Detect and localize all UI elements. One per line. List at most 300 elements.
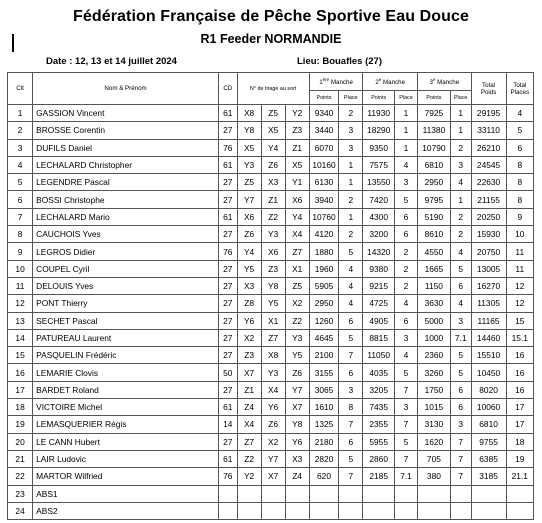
draw-1-cell: Y3	[237, 156, 261, 173]
col-manche-3	[418, 73, 472, 91]
draw-2-cell: Y3	[261, 226, 285, 243]
draw-3-cell: Y2	[285, 105, 309, 122]
name-cell: LECHALARD Christopher	[33, 156, 219, 173]
total-places-cell: 9	[506, 208, 533, 225]
draw-1-cell: Y6	[237, 312, 261, 329]
table-row	[8, 191, 534, 208]
m1-place-cell: 2	[339, 191, 363, 208]
m3-place-cell: 6	[450, 399, 471, 416]
m2-points-cell: 5955	[363, 433, 395, 450]
total-poids-cell	[471, 502, 506, 519]
m2-points-cell: 7420	[363, 191, 395, 208]
m1-place-header: Place	[339, 91, 363, 105]
header-row-1	[8, 73, 534, 91]
m3-place-cell: 2	[450, 208, 471, 225]
table-row	[8, 485, 534, 502]
m3-points-cell	[418, 502, 451, 519]
m3-place-cell	[450, 485, 471, 502]
m1-place-cell	[339, 485, 363, 502]
m2-points-cell	[363, 502, 395, 519]
m1-points-cell: 1610	[309, 399, 339, 416]
m1-points-cell: 4120	[309, 226, 339, 243]
draw-2-cell: Z1	[261, 191, 285, 208]
table-row	[8, 156, 534, 173]
m1-place-cell: 5	[339, 329, 363, 346]
draw-1-cell: X2	[237, 329, 261, 346]
m2-place-cell: 3	[395, 174, 418, 191]
m2-points-cell: 2355	[363, 416, 395, 433]
total-places-cell: 8	[506, 156, 533, 173]
m2-place-cell: 7	[395, 450, 418, 467]
m3-place-cell: 7	[450, 450, 471, 467]
table-row	[8, 381, 534, 398]
draw-2-cell: X3	[261, 174, 285, 191]
total-places-cell: 16	[506, 364, 533, 381]
table-row	[8, 208, 534, 225]
m3-points-cell: 9795	[418, 191, 451, 208]
m2-points-cell: 3205	[363, 381, 395, 398]
draw-3-cell: Z5	[285, 277, 309, 294]
m2-points-cell: 4300	[363, 208, 395, 225]
name-cell: LECHALARD Mario	[33, 208, 219, 225]
m3-points-cell: 2950	[418, 174, 451, 191]
m2-place-cell	[395, 502, 418, 519]
draw-3-cell: Y3	[285, 329, 309, 346]
cd-cell: 61	[219, 399, 238, 416]
rank-cell: 20	[8, 433, 33, 450]
cd-cell: 61	[219, 156, 238, 173]
page-title: Fédération Française de Pêche Sportive Eau Douce	[72, 8, 470, 25]
m3-place-cell: 5	[450, 260, 471, 277]
cd-cell: 27	[219, 329, 238, 346]
m1-points-cell: 3065	[309, 381, 339, 398]
rank-cell: 17	[8, 381, 33, 398]
draw-1-cell: Z1	[237, 381, 261, 398]
m3-place-cell: 7	[450, 468, 471, 485]
draw-1-cell: X4	[237, 416, 261, 433]
draw-1-cell: Z6	[237, 226, 261, 243]
m3-points-cell: 705	[418, 450, 451, 467]
table-row	[8, 295, 534, 312]
draw-1-cell: Y7	[237, 191, 261, 208]
m1-place-cell: 3	[339, 381, 363, 398]
draw-3-cell: X2	[285, 295, 309, 312]
m2-place-cell: 3	[395, 329, 418, 346]
name-cell: CAUCHOIS Yves	[33, 226, 219, 243]
m1-place-cell: 3	[339, 139, 363, 156]
m2-place-cell: 6	[395, 312, 418, 329]
table-row	[8, 364, 534, 381]
col-manche-2	[363, 73, 418, 91]
cd-cell: 27	[219, 191, 238, 208]
m3-points-cell: 3630	[418, 295, 451, 312]
rank-cell: 4	[8, 156, 33, 173]
total-poids-cell: 11165	[471, 312, 506, 329]
draw-3-cell: Y4	[285, 208, 309, 225]
m1-place-cell: 6	[339, 364, 363, 381]
m2-points-cell: 9380	[363, 260, 395, 277]
m2-place-cell: 2	[395, 277, 418, 294]
draw-2-cell: Z2	[261, 208, 285, 225]
total-places-cell: 11	[506, 260, 533, 277]
draw-3-cell: X5	[285, 156, 309, 173]
total-poids-cell: 21155	[471, 191, 506, 208]
draw-3-cell: Y6	[285, 433, 309, 450]
total-places-cell: 17	[506, 416, 533, 433]
m2-points-cell: 2860	[363, 450, 395, 467]
m3-points-cell: 8610	[418, 226, 451, 243]
m2-place-cell: 7	[395, 416, 418, 433]
results-table	[7, 72, 534, 520]
m1-place-cell: 6	[339, 433, 363, 450]
table-row	[8, 139, 534, 156]
total-places-cell: 15.1	[506, 329, 533, 346]
rank-cell: 24	[8, 502, 33, 519]
draw-1-cell: Y5	[237, 260, 261, 277]
m2-place-cell: 2	[395, 243, 418, 260]
m3-place-cell: 4	[450, 243, 471, 260]
col-total-poids	[471, 73, 506, 105]
draw-1-cell: Z8	[237, 295, 261, 312]
m2-points-cell: 9215	[363, 277, 395, 294]
m3-place-cell: 3	[450, 156, 471, 173]
table-row	[8, 347, 534, 364]
m2-place-cell: 4	[395, 156, 418, 173]
m3-place-cell: 7.1	[450, 329, 471, 346]
m1-points-cell: 3940	[309, 191, 339, 208]
cd-cell: 27	[219, 347, 238, 364]
draw-3-cell: Z3	[285, 122, 309, 139]
m1-place-cell: 3	[339, 122, 363, 139]
name-cell: LEGROS Didier	[33, 243, 219, 260]
name-cell: DELOUIS Yves	[33, 277, 219, 294]
total-poids-cell: 6810	[471, 416, 506, 433]
m3-points-cell: 380	[418, 468, 451, 485]
draw-2-cell: Z6	[261, 156, 285, 173]
total-places-line-2: Places	[510, 88, 530, 96]
m1-place-cell: 2	[339, 105, 363, 122]
draw-3-cell: X1	[285, 260, 309, 277]
m2-place-cell: 1	[395, 105, 418, 122]
cd-cell: 76	[219, 468, 238, 485]
draw-1-cell: X5	[237, 139, 261, 156]
draw-1-cell: X6	[237, 208, 261, 225]
draw-2-cell: X6	[261, 243, 285, 260]
table-row	[8, 502, 534, 519]
m1-place-cell: 4	[339, 295, 363, 312]
draw-3-cell: Y1	[285, 174, 309, 191]
table-row	[8, 312, 534, 329]
name-cell: LEMASQUERIER Régis	[33, 416, 219, 433]
m2-place-cell: 3	[395, 399, 418, 416]
m1-place-cell: 4	[339, 260, 363, 277]
name-cell: PONT Thierry	[33, 295, 219, 312]
cd-cell: 27	[219, 122, 238, 139]
m3-points-cell: 5000	[418, 312, 451, 329]
m1-place-cell: 1	[339, 174, 363, 191]
rank-cell: 1	[8, 105, 33, 122]
name-cell: GASSION Vincent	[33, 105, 219, 122]
draw-3-cell: X6	[285, 191, 309, 208]
name-cell: SECHET Pascal	[33, 312, 219, 329]
cd-cell: 27	[219, 260, 238, 277]
m2-points-cell	[363, 485, 395, 502]
m3-points-cell: 1000	[418, 329, 451, 346]
m1-points-cell: 3440	[309, 122, 339, 139]
total-places-cell: 8	[506, 191, 533, 208]
m3-place-cell: 1	[450, 105, 471, 122]
cd-cell: 76	[219, 243, 238, 260]
m2-points-cell: 2185	[363, 468, 395, 485]
draw-2-cell	[261, 485, 285, 502]
rank-cell: 9	[8, 243, 33, 260]
m3-place-cell: 2	[450, 226, 471, 243]
m3-points-cell: 10790	[418, 139, 451, 156]
total-poids-cell: 33110	[471, 122, 506, 139]
m2-points-cell: 4905	[363, 312, 395, 329]
m2-place-cell	[395, 485, 418, 502]
total-places-cell	[506, 502, 533, 519]
m3-place-cell: 1	[450, 191, 471, 208]
event-location: Lieu: Bouafles (27)	[297, 56, 382, 67]
m3-place-cell: 1	[450, 122, 471, 139]
manche-3-sup: e	[432, 76, 436, 82]
cd-cell: 27	[219, 433, 238, 450]
rank-cell: 12	[8, 295, 33, 312]
m1-points-cell: 6070	[309, 139, 339, 156]
draw-3-cell: Y8	[285, 416, 309, 433]
table-row	[8, 260, 534, 277]
draw-3-cell	[285, 485, 309, 502]
draw-3-cell: Z6	[285, 364, 309, 381]
m1-points-cell: 6130	[309, 174, 339, 191]
draw-1-cell: Z2	[237, 450, 261, 467]
total-poids-cell: 3185	[471, 468, 506, 485]
draw-2-cell: Y3	[261, 364, 285, 381]
m3-place-cell: 6	[450, 381, 471, 398]
col-total-places	[506, 73, 533, 105]
name-cell: PATUREAU Laurent	[33, 329, 219, 346]
total-poids-cell: 15510	[471, 347, 506, 364]
m2-place-cell: 4	[395, 295, 418, 312]
total-places-cell	[506, 485, 533, 502]
m1-place-cell: 7	[339, 468, 363, 485]
total-places-cell: 16	[506, 381, 533, 398]
m3-points-cell: 3130	[418, 416, 451, 433]
draw-2-cell: Z5	[261, 105, 285, 122]
draw-3-cell: Z1	[285, 139, 309, 156]
m2-place-cell: 7.1	[395, 468, 418, 485]
table-row	[8, 329, 534, 346]
draw-2-cell: X7	[261, 468, 285, 485]
m1-place-cell: 6	[339, 312, 363, 329]
m1-place-cell: 2	[339, 226, 363, 243]
m2-points-cell: 11050	[363, 347, 395, 364]
total-poids-cell: 20250	[471, 208, 506, 225]
rank-cell: 23	[8, 485, 33, 502]
cd-cell	[219, 485, 238, 502]
draw-3-cell	[285, 502, 309, 519]
m3-points-cell: 1665	[418, 260, 451, 277]
m3-points-cell: 3260	[418, 364, 451, 381]
manche-1-sup: ère	[322, 76, 330, 82]
table-row	[8, 468, 534, 485]
table-row	[8, 450, 534, 467]
m3-place-cell	[450, 502, 471, 519]
draw-1-cell: Z4	[237, 399, 261, 416]
m1-points-cell: 4645	[309, 329, 339, 346]
m1-points-cell: 3155	[309, 364, 339, 381]
m2-points-cell: 3200	[363, 226, 395, 243]
total-poids-cell: 13005	[471, 260, 506, 277]
total-places-cell: 12	[506, 277, 533, 294]
rank-cell: 6	[8, 191, 33, 208]
rank-cell: 21	[8, 450, 33, 467]
total-poids-cell: 10060	[471, 399, 506, 416]
m2-points-cell: 8815	[363, 329, 395, 346]
total-poids-line-1: Total	[482, 81, 496, 89]
m1-points-cell: 2180	[309, 433, 339, 450]
manche-2-num: 2	[375, 79, 379, 87]
cd-cell: 27	[219, 312, 238, 329]
rank-cell: 3	[8, 139, 33, 156]
name-cell: DUFILS Daniel	[33, 139, 219, 156]
total-poids-cell: 10450	[471, 364, 506, 381]
cd-cell: 27	[219, 295, 238, 312]
total-places-cell: 10	[506, 226, 533, 243]
m3-points-cell: 1750	[418, 381, 451, 398]
m2-points-cell: 14320	[363, 243, 395, 260]
m1-points-cell: 1880	[309, 243, 339, 260]
draw-3-cell: Z7	[285, 243, 309, 260]
rank-cell: 10	[8, 260, 33, 277]
m2-points-cell: 18290	[363, 122, 395, 139]
draw-2-cell: Y7	[261, 450, 285, 467]
m1-points-cell: 2820	[309, 450, 339, 467]
m2-place-cell: 1	[395, 122, 418, 139]
draw-1-cell: Y4	[237, 243, 261, 260]
manche-3-label: Manche	[435, 79, 460, 87]
m2-place-cell: 5	[395, 191, 418, 208]
m1-points-cell: 2100	[309, 347, 339, 364]
m1-points-cell: 1960	[309, 260, 339, 277]
m2-points-cell: 4035	[363, 364, 395, 381]
name-cell: PASQUELIN Frédéric	[33, 347, 219, 364]
table-row	[8, 277, 534, 294]
cd-cell: 50	[219, 364, 238, 381]
total-poids-cell: 20750	[471, 243, 506, 260]
m2-points-cell: 7575	[363, 156, 395, 173]
rank-cell: 13	[8, 312, 33, 329]
m3-place-header: Place	[450, 91, 471, 105]
cd-cell	[219, 502, 238, 519]
draw-2-cell: Y6	[261, 399, 285, 416]
m1-place-cell: 1	[339, 208, 363, 225]
m2-place-cell: 4	[395, 347, 418, 364]
draw-1-cell: Z7	[237, 433, 261, 450]
total-poids-cell: 26210	[471, 139, 506, 156]
table-row	[8, 105, 534, 122]
total-poids-cell: 16270	[471, 277, 506, 294]
draw-2-cell: Y4	[261, 139, 285, 156]
m3-points-cell: 1150	[418, 277, 451, 294]
total-places-cell: 16	[506, 347, 533, 364]
draw-1-cell	[237, 502, 261, 519]
m2-points-cell: 13550	[363, 174, 395, 191]
m3-points-cell	[418, 485, 451, 502]
m2-place-cell: 6	[395, 208, 418, 225]
total-poids-cell: 11305	[471, 295, 506, 312]
table-row	[8, 122, 534, 139]
total-places-line-1: Total	[513, 81, 527, 89]
draw-1-cell: Z3	[237, 347, 261, 364]
draw-1-cell: Z5	[237, 174, 261, 191]
m3-place-cell: 6	[450, 277, 471, 294]
m3-place-cell: 5	[450, 364, 471, 381]
name-cell: VICTOIRE Michel	[33, 399, 219, 416]
total-places-cell: 15	[506, 312, 533, 329]
m3-place-cell: 3	[450, 416, 471, 433]
draw-3-cell: Y5	[285, 347, 309, 364]
m1-place-cell: 5	[339, 450, 363, 467]
name-cell: LEMARIE Clovis	[33, 364, 219, 381]
m3-place-cell: 7	[450, 433, 471, 450]
table-row	[8, 243, 534, 260]
col-nom: Nom & Prénom	[33, 73, 219, 105]
m3-points-cell: 11380	[418, 122, 451, 139]
m3-points-cell: 5190	[418, 208, 451, 225]
draw-1-cell	[237, 485, 261, 502]
m1-points-header: Points	[309, 91, 339, 105]
m3-points-cell: 7925	[418, 105, 451, 122]
draw-2-cell: Y8	[261, 277, 285, 294]
total-poids-cell: 29195	[471, 105, 506, 122]
total-places-cell: 4	[506, 105, 533, 122]
m1-points-cell: 10760	[309, 208, 339, 225]
draw-3-cell: Y7	[285, 381, 309, 398]
total-places-cell: 18	[506, 433, 533, 450]
col-tirage: N° de tirage au sort	[237, 73, 309, 105]
total-poids-cell: 8020	[471, 381, 506, 398]
total-poids-cell: 9755	[471, 433, 506, 450]
cd-cell: 14	[219, 416, 238, 433]
results-body	[8, 105, 534, 520]
manche-2-label: Manche	[381, 79, 406, 87]
m2-place-cell: 5	[395, 364, 418, 381]
cd-cell: 27	[219, 277, 238, 294]
m3-points-cell: 1015	[418, 399, 451, 416]
m1-place-cell: 4	[339, 277, 363, 294]
col-cd: CD	[219, 73, 238, 105]
name-cell: ABS2	[33, 502, 219, 519]
m1-points-cell: 2950	[309, 295, 339, 312]
table-row	[8, 174, 534, 191]
draw-1-cell: X8	[237, 105, 261, 122]
m3-points-cell: 1620	[418, 433, 451, 450]
total-places-cell: 21.1	[506, 468, 533, 485]
manche-1-num: 1	[319, 79, 323, 87]
m1-place-cell: 5	[339, 243, 363, 260]
rank-cell: 16	[8, 364, 33, 381]
m3-points-cell: 6810	[418, 156, 451, 173]
m3-place-cell: 2	[450, 139, 471, 156]
draw-2-cell: X4	[261, 381, 285, 398]
col-clt: Clt	[8, 73, 33, 105]
rank-cell: 14	[8, 329, 33, 346]
draw-3-cell: Z2	[285, 312, 309, 329]
m3-points-header: Points	[418, 91, 451, 105]
m1-points-cell: 5905	[309, 277, 339, 294]
